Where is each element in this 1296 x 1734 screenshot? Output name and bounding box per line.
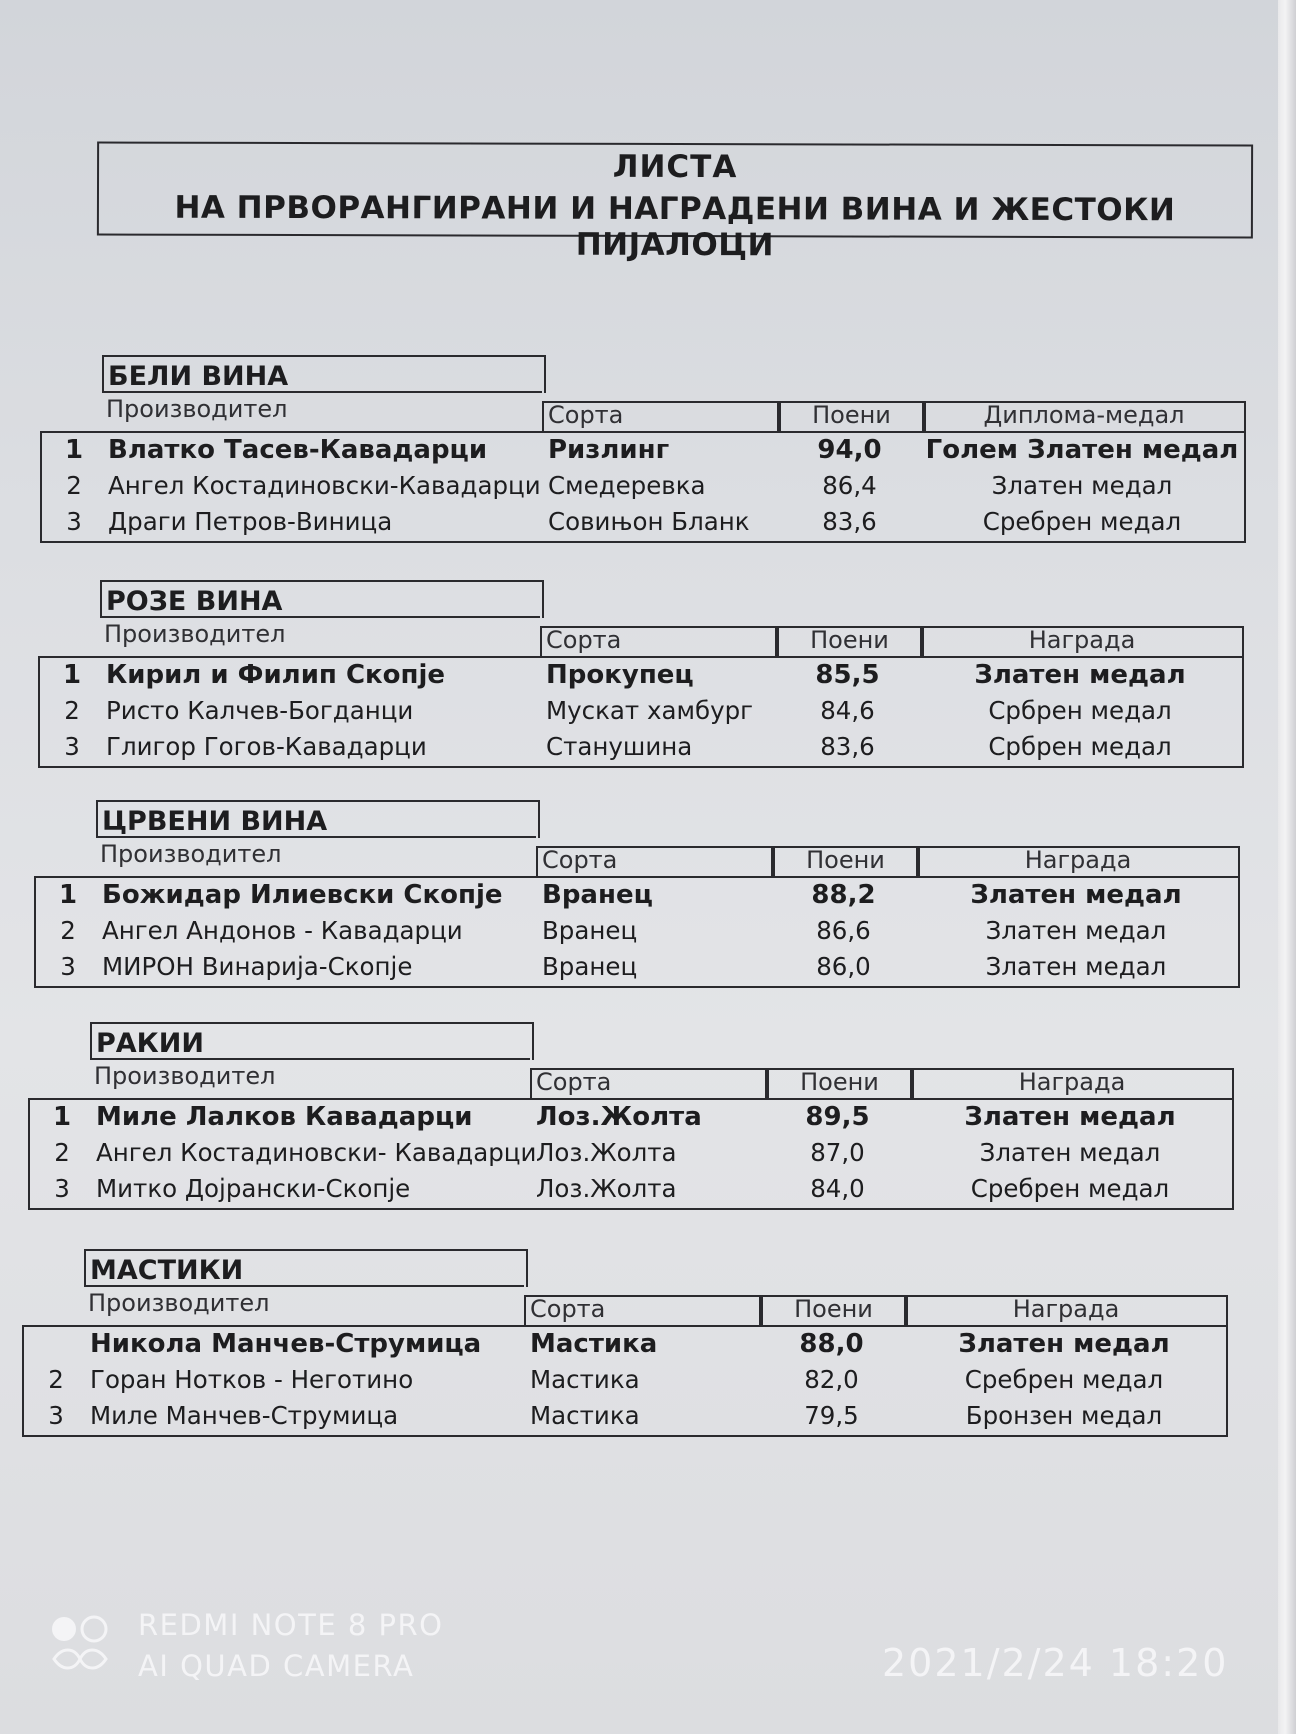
table-row [0,880,1296,916]
header-award: Награда [1018,1068,1126,1096]
variety-cell: Станушина [546,732,693,761]
category-label: МАСТИКИ [90,1255,244,1286]
header-points-cell [775,626,924,658]
header-points-cell [765,1068,914,1100]
rank-cell: 1 [52,1102,72,1132]
producer-cell: Миле Лалков Кавадарци [96,1102,473,1132]
award-cell: Србрен медал [988,732,1172,761]
category-box [102,355,546,393]
table-row [0,660,1296,696]
producer-cell: Ристо Калчев-Богданци [106,696,414,725]
title-line-1: ЛИСТА [612,148,738,186]
variety-cell: Мастика [530,1401,640,1430]
table-row [0,1365,1296,1401]
rank-cell: 3 [64,732,80,761]
table-row [0,916,1296,952]
producer-cell: Драги Петров-Виница [108,507,393,536]
points-cell: 87,0 [810,1138,865,1167]
header-variety-cell [542,401,781,433]
producer-cell: Кирил и Филип Скопје [106,660,446,690]
section-4 [0,1020,1296,1220]
category-box [100,580,544,618]
award-cell: Златен медал [985,916,1167,945]
producer-cell: Ангел Костадиновски- Кавадарци [96,1138,537,1167]
category-box [84,1249,528,1287]
rank-cell: 3 [54,1174,70,1203]
header-points: Поени [800,1068,879,1096]
table-row [0,507,1296,543]
award-cell: Сребрен медал [982,507,1182,536]
header-award-cell [910,1068,1234,1100]
category-divider [100,616,540,618]
award-cell: Сребрен медал [964,1365,1164,1394]
points-cell: 84,0 [810,1174,865,1203]
points-cell: 83,6 [822,507,877,536]
table-row [0,471,1296,507]
section-2 [0,578,1296,778]
points-cell: 82,0 [804,1365,859,1394]
category-label: РАКИИ [96,1028,204,1059]
points-cell: 86,4 [822,471,877,500]
award-cell: Бронзен медал [965,1401,1163,1430]
header-points: Поени [794,1295,873,1323]
producer-cell: Ангел Андонов - Кавадарци [102,916,463,945]
variety-cell: Лоз.Жолта [536,1102,702,1132]
header-variety: Сорта [548,401,624,429]
rank-cell: 1 [58,880,78,910]
header-award-cell [916,846,1240,878]
header-award-cell [922,401,1246,433]
header-points-cell [759,1295,908,1327]
header-variety-cell [540,626,779,658]
category-label: БЕЛИ ВИНА [108,361,289,392]
header-producer: Производител [88,1289,270,1317]
table-row [0,1329,1296,1365]
points-cell: 83,6 [820,732,875,761]
section-5 [0,1247,1296,1447]
points-cell: 88,0 [799,1329,864,1359]
rank-cell: 3 [60,952,76,981]
header-producer: Производител [106,395,288,423]
award-cell: Златен медал [958,1329,1170,1359]
variety-cell: Ризлинг [548,435,670,465]
header-points-cell [771,846,920,878]
header-producer: Производител [94,1062,276,1090]
producer-cell: Глигор Гогов-Кавадарци [106,732,427,761]
header-producer: Производител [100,840,282,868]
variety-cell: Лоз.Жолта [536,1138,677,1167]
category-divider [84,1285,524,1287]
variety-cell: Мастика [530,1329,658,1359]
header-variety-cell [536,846,775,878]
rank-cell: 2 [64,696,80,725]
variety-cell: Вранец [542,952,638,981]
producer-cell: Никола Манчев-Струмица [90,1329,482,1359]
table-row [0,952,1296,988]
rank-cell: 1 [64,435,84,465]
category-label: РОЗЕ ВИНА [106,586,283,617]
award-cell: Златен медал [979,1138,1161,1167]
variety-cell: Лоз.Жолта [536,1174,677,1203]
producer-cell: Влатко Тасев-Кавадарци [108,435,488,465]
points-cell: 85,5 [815,660,880,690]
header-points-cell [777,401,926,433]
table-row [0,1138,1296,1174]
header-award-cell [920,626,1244,658]
award-cell: Србрен медал [988,696,1172,725]
points-cell: 89,5 [805,1102,870,1132]
header-variety: Сорта [542,846,618,874]
watermark-line-2: AI QUAD CAMERA [138,1649,415,1683]
variety-cell: Вранец [542,880,653,910]
header-points: Поени [810,626,889,654]
header-producer: Производител [104,620,286,648]
variety-cell: Прокупец [546,660,694,690]
table-row [0,435,1296,471]
rank-cell: 2 [54,1138,70,1167]
header-variety: Сорта [546,626,622,654]
award-cell: Голем Златен медал [925,435,1239,465]
title-box [97,141,1253,264]
award-cell: Златен медал [985,952,1167,981]
header-award-cell [904,1295,1228,1327]
rank-cell: 2 [66,471,82,500]
points-cell: 79,5 [804,1401,859,1430]
points-cell: 84,6 [820,696,875,725]
producer-cell: Горан Нотков - Неготино [90,1365,414,1394]
producer-cell: Ангел Костадиновски-Кавадарци [108,471,541,500]
table-row [0,1401,1296,1437]
section-1 [0,353,1296,553]
table-row [0,1102,1296,1138]
award-cell: Сребрен медал [970,1174,1170,1203]
header-variety-cell [530,1068,769,1100]
points-cell: 88,2 [811,880,876,910]
category-box [96,800,540,838]
rank-cell: 2 [48,1365,64,1394]
header-award: Диплома-медал [983,401,1185,429]
award-cell: Златен медал [964,1102,1176,1132]
title-line-2: НА ПРВОРАНГИРАНИ И НАГРАДЕНИ ВИНА И ЖЕСТОКИ ПИЈАЛОЦИ [174,189,1176,264]
producer-cell: Божидар Илиевски Скопје [102,880,503,910]
variety-cell: Мускат хамбург [546,696,754,725]
table-row [0,696,1296,732]
variety-cell: Совињон Бланк [548,507,750,536]
category-box [90,1022,534,1060]
rank-cell: 3 [66,507,82,536]
producer-cell: Митко Дојрански-Скопје [96,1174,411,1203]
rank-cell: 2 [60,916,76,945]
category-label: ЦРВЕНИ ВИНА [102,806,328,837]
camera-logo-icon [50,1613,110,1677]
section-3 [0,798,1296,998]
header-points: Поени [806,846,885,874]
rank-cell: 1 [62,660,82,690]
points-cell: 94,0 [817,435,882,465]
rank-cell: 3 [48,1401,64,1430]
header-variety: Сорта [530,1295,606,1323]
photo-timestamp: 2021/2/24 18:20 [882,1641,1229,1685]
category-divider [90,1058,530,1060]
header-award: Награда [1012,1295,1120,1323]
points-cell: 86,0 [816,952,871,981]
header-award: Награда [1024,846,1132,874]
variety-cell: Вранец [542,916,638,945]
award-cell: Златен медал [991,471,1173,500]
producer-cell: МИРОН Винарија-Скопје [102,952,413,981]
producer-cell: Миле Манчев-Струмица [90,1401,399,1430]
category-divider [96,836,536,838]
table-row [0,1174,1296,1210]
table-row [0,732,1296,768]
award-cell: Златен медал [974,660,1186,690]
variety-cell: Смедеревка [548,471,706,500]
header-points: Поени [812,401,891,429]
watermark-line-1: REDMI NOTE 8 PRO [138,1608,444,1642]
award-cell: Златен медал [970,880,1182,910]
header-award: Награда [1028,626,1136,654]
header-variety-cell [524,1295,763,1327]
category-divider [102,391,542,393]
points-cell: 86,6 [816,916,871,945]
variety-cell: Мастика [530,1365,640,1394]
header-variety: Сорта [536,1068,612,1096]
